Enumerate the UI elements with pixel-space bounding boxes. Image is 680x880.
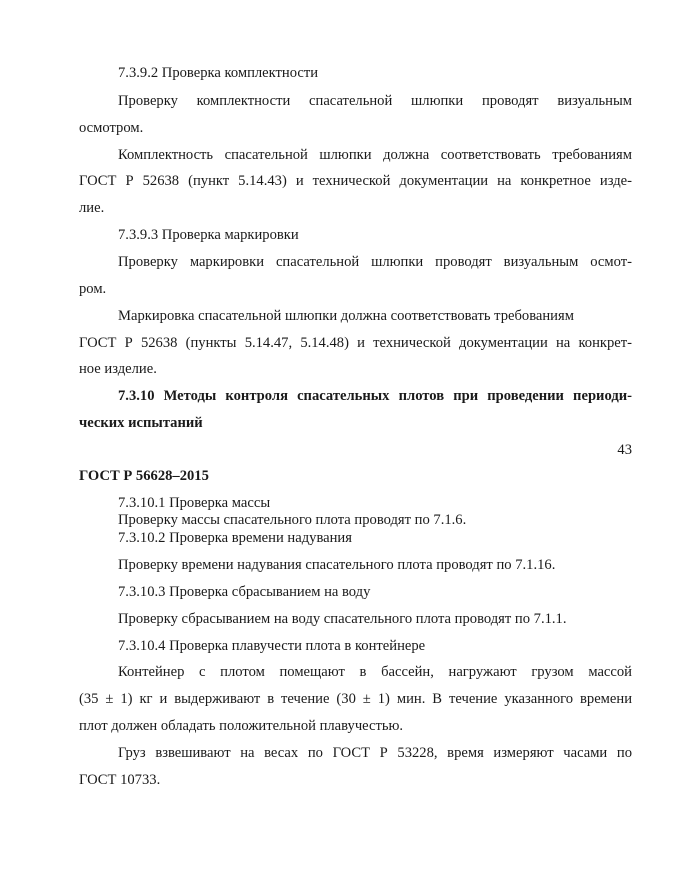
paragraph-line: Маркировка спасательной шлюпки должна соответствовать требованиям — [118, 308, 574, 324]
heading-7-3-10-2: 7.3.10.2 Проверка времени надувания — [118, 530, 352, 546]
running-header: ГОСТ Р 56628–2015 — [79, 468, 209, 484]
paragraph-line: ГОСТ Р 52638 (пункт 5.14.43) и технической документации на конкретное изде- — [79, 173, 632, 189]
paragraph-line: Проверку комплектности спасательной шлюпки проводят визуальным — [118, 93, 632, 109]
paragraph-line: Проверку массы спасательного плота проводят по 7.1.6. — [118, 512, 467, 528]
page-number: 43 — [617, 442, 632, 458]
heading-7-3-9-2: 7.3.9.2 Проверка комплектности — [118, 65, 319, 81]
paragraph-line: ром. — [79, 281, 107, 297]
heading-7-3-9-3: 7.3.9.3 Проверка маркировки — [118, 227, 299, 243]
paragraph-line: ное изделие. — [79, 361, 157, 377]
paragraph-line: Груз взвешивают на весах по ГОСТ Р 53228, время измеряют часами по — [118, 745, 632, 761]
paragraph-line: ГОСТ Р 52638 (пункты 5.14.47, 5.14.48) и технической документации на конкрет- — [79, 335, 632, 351]
section-heading-7-3-10-cont: ческих испытаний — [79, 415, 203, 431]
section-heading-7-3-10: 7.3.10 Методы контроля спасательных плотов при проведении периоди- — [118, 388, 632, 404]
heading-7-3-10-4: 7.3.10.4 Проверка плавучести плота в контейнере — [118, 638, 426, 654]
paragraph-line: Проверку сбрасыванием на воду спасательного плота проводят по 7.1.1. — [118, 611, 567, 627]
paragraph-line: Проверку маркировки спасательной шлюпки проводят визуальным осмот- — [118, 254, 632, 270]
paragraph-line: Контейнер с плотом помещают в бассейн, нагружают грузом массой — [118, 664, 632, 680]
paragraph-line: (35 ± 1) кг и выдерживают в течение (30 ± 1) мин. В течение указанного времени — [79, 691, 632, 707]
paragraph-line: осмотром. — [79, 120, 144, 136]
heading-7-3-10-1: 7.3.10.1 Проверка массы — [118, 495, 271, 511]
paragraph-line: лие. — [79, 200, 105, 216]
paragraph-line: Комплектность спасательной шлюпки должна соответствовать требованиям — [118, 147, 632, 163]
paragraph-line: плот должен обладать положительной плавучестью. — [79, 718, 404, 734]
paragraph-line: Проверку времени надувания спасательного плота проводят по 7.1.16. — [118, 557, 556, 573]
heading-7-3-10-3: 7.3.10.3 Проверка сбрасыванием на воду — [118, 584, 371, 600]
paragraph-line: ГОСТ 10733. — [79, 772, 161, 788]
